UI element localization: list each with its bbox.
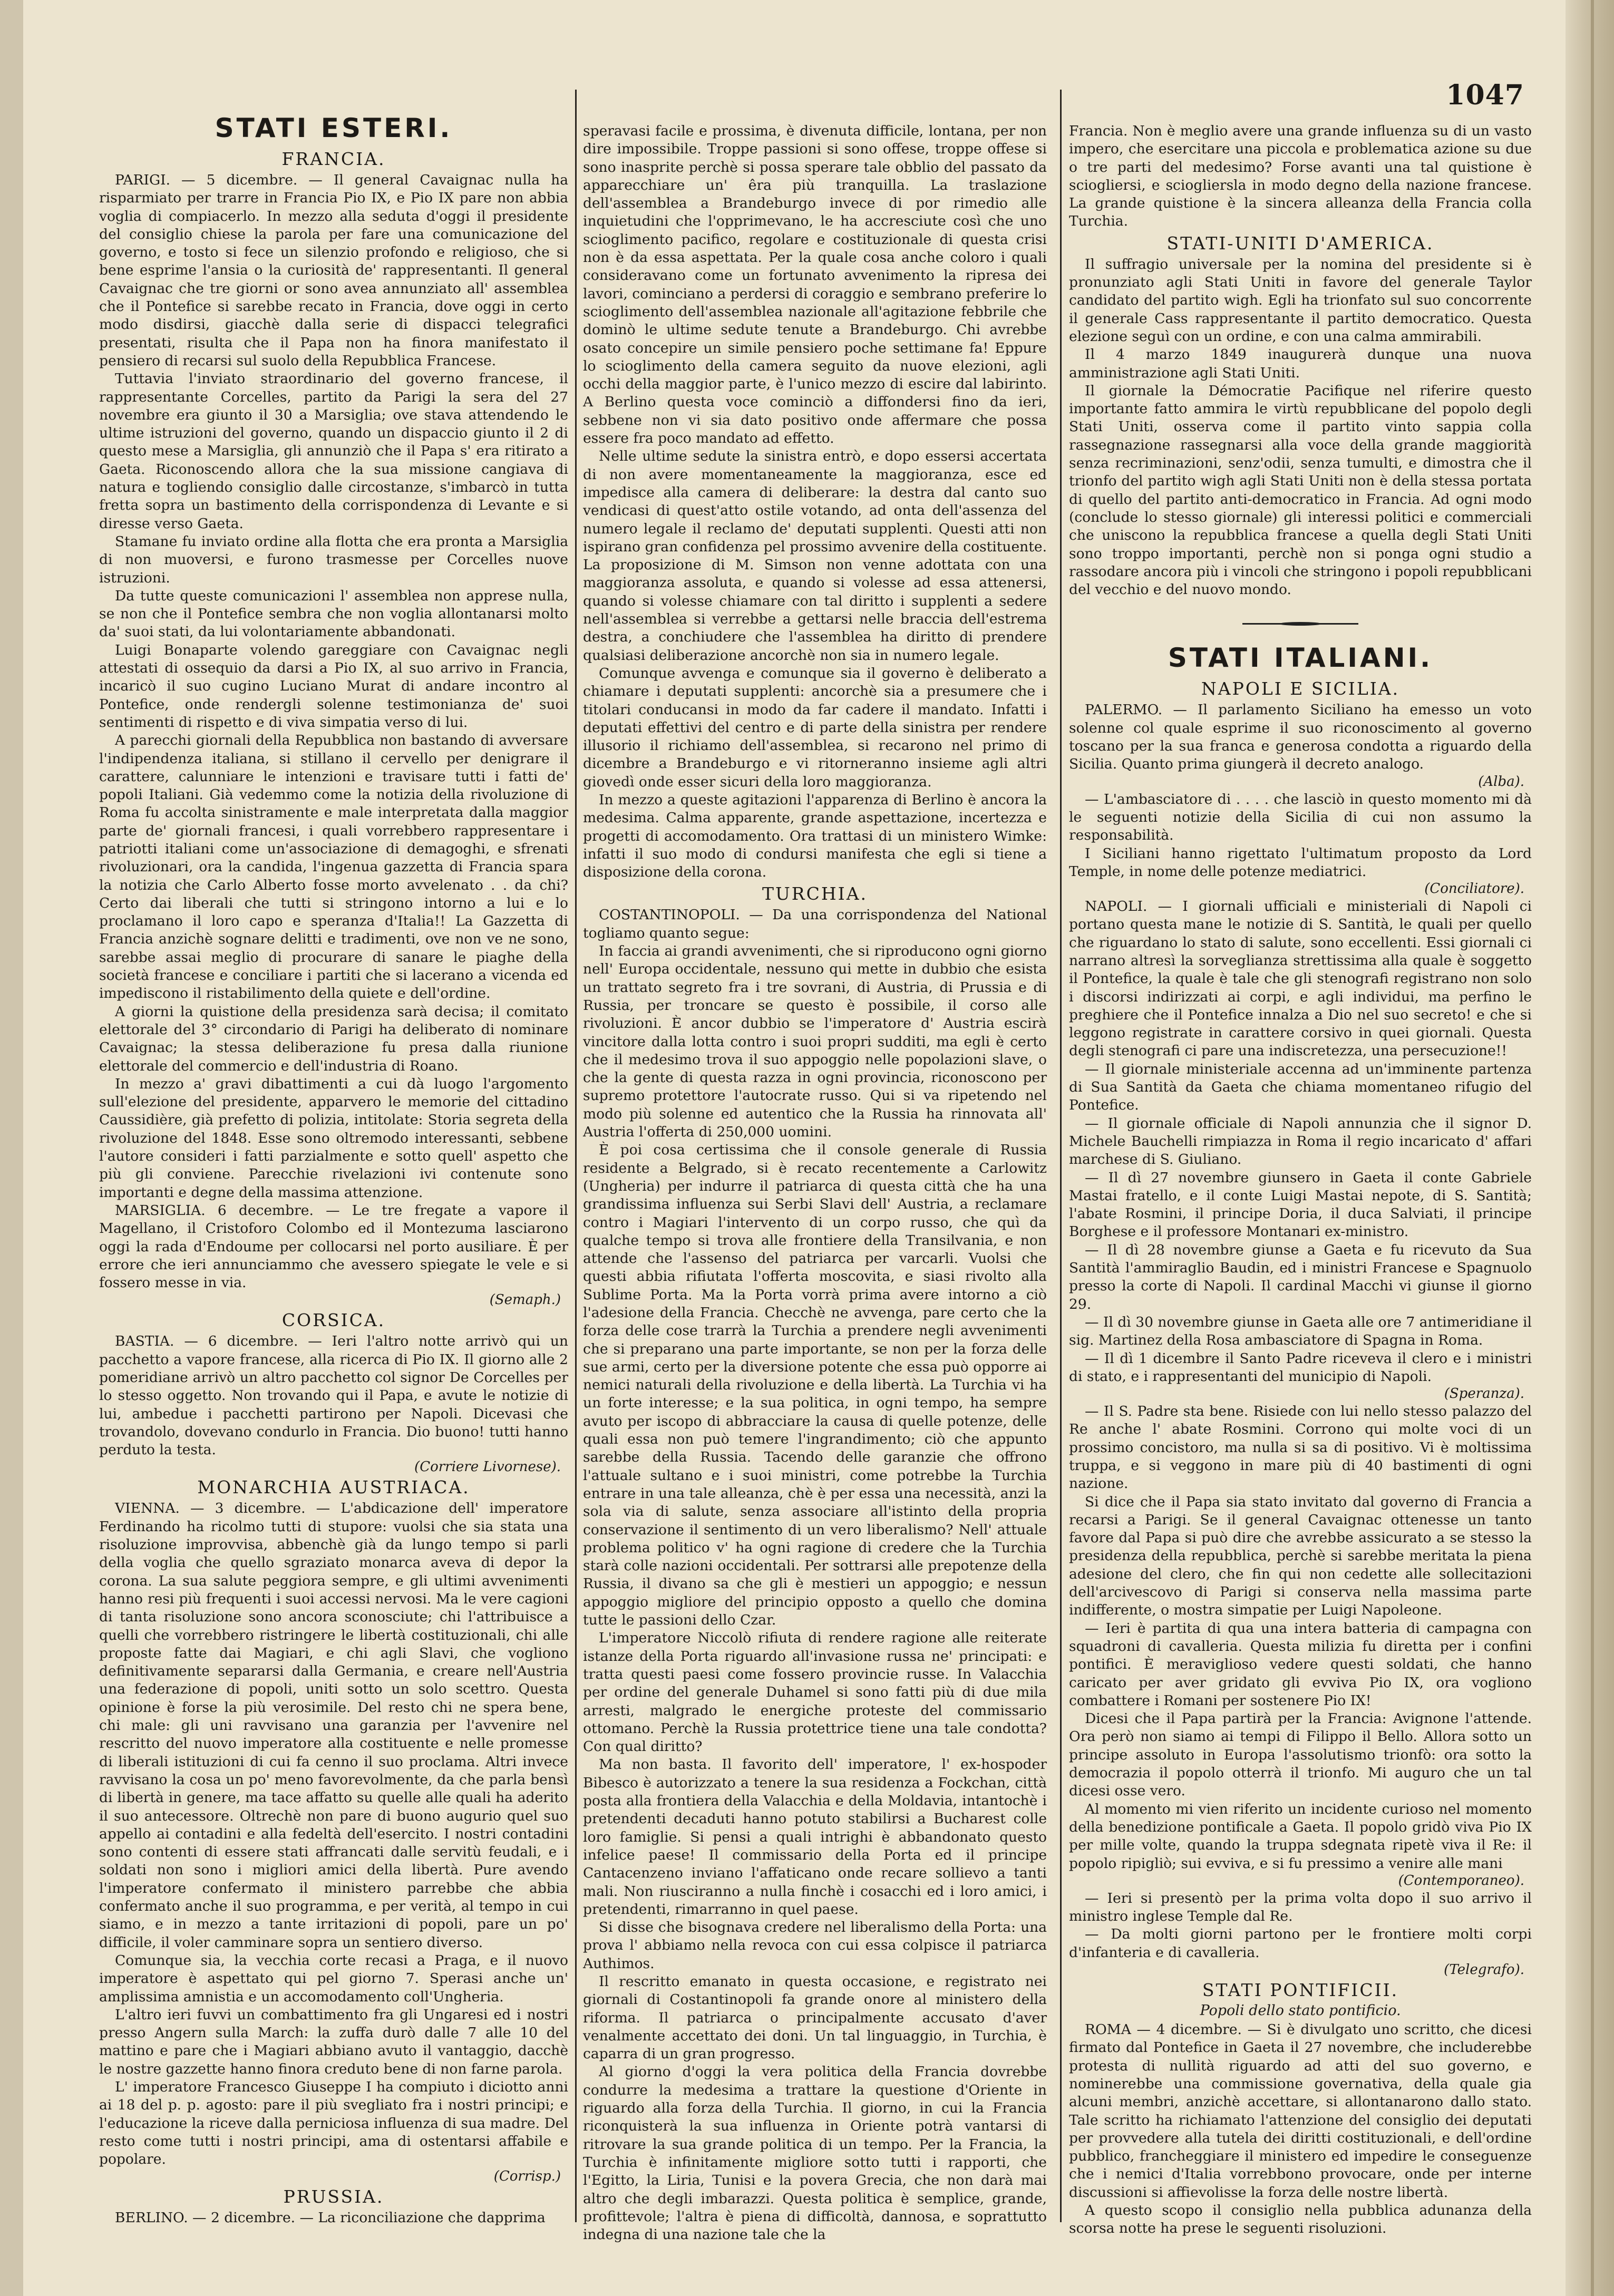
source-attribution: (Corriere Livornese). — [414, 1459, 561, 1475]
article-paragraph: Stamane fu inviato ordine alla flotta che era pronta a Marsiglia di non muoversi, e furono trasmesse per Corcelles nuove istruzioni. — [99, 533, 568, 586]
article-paragraph: BERLINO. — 2 dicembre. — La riconciliazione che dapprima — [115, 2210, 546, 2226]
section-title-stati-esteri: STATI ESTERI. — [215, 113, 453, 143]
article-paragraph: — Il giornale ministeriale accenna ad un'imminente partenza di Sua Santità da Gaeta che chiama momentaneo rifugio del Pontefice. — [1069, 1061, 1532, 1114]
article-paragraph: In faccia ai grandi avvenimenti, che si riproducono ogni giorno nell' Europa occidentale, nessuno qui mette in dubbio che esista un trattato segreto fra i tre sovrani, di Austria, di Prussia e di Russia, per troncare se questo è possibile, il corso alle rivoluzioni. È ancor dubbio se l'imperatore d' Austria escirà vincitore dalla lotta contro i suoi propri sudditi, ma egli è certo che il medesimo trova il suo appoggio nelle popolazioni slave, o che la gente di questa razza in ogni provincia, riconoscono per supremo protettore l'autocrate russo. Qui si va ripetendo nel modo più solenne ed autentico che la Russia ha rinnovata all' Austria l'offerta di 250,000 uomini. — [583, 943, 1047, 1141]
article-paragraph: ROMA — 4 dicembre. — Si è divulgato uno scritto, che dicesi firmato dal Pontefice in Gaeta il 27 novembre, che includerebbe protesta di nullità riguardo ad atti del suo governo, e nominerebbe una commissione governativa, della quale gia alcuni membri, anzichè accettare, si allontanarono dallo stato. Tale scritto ha richiamato l'attenzione del consiglio dei deputati per provvedere alla tutela dei diritti costituzionali, e dell'ordine pubblico, francheggiare il ministero ed impedire le conseguenze che i nemici d'Italia vorrebbono provocare, onde per interne discussioni si affievolisse la forza delle nostre libertà. — [1069, 2021, 1532, 2201]
article-paragraph: Ma non basta. Il favorito dell' imperatore, l' ex-hospoder Bibesco è autorizzato a tenere la sua residenza a Fockchan, città posta alla frontiera della Valacchia e della Moldavia, intantochè i pretendenti decaduti hanno potuto stabilirsi a Bucharest colle loro famiglie. Si pensi a quali intrighi è abbandonato questo infelice paese! Il commissario della Porta ed il principe Cantacenzeno inviano l'affaticano onde recare sollievo a tanti mali. Non riusciranno a nulla finchè i cosacchi ed i loro amici, i pretendenti, rimarranno in quel paese. — [583, 1756, 1047, 1918]
article-paragraph: Tuttavia l'inviato straordinario del governo francese, il rappresentante Corcelles, partito da Parigi la sera del 27 novembre era giunto il 30 a Marsiglia; ove stava attendendo le ultime istruzioni del governo, quando un dispaccio giunto il 2 di questo mese a Marsiglia, gli annunziò che il Papa s' era ritirato a Gaeta. Riconoscendo allora che la sua missione cangiava di natura e togliendo consiglio dalle circostanze, s'imbarcò in tutta fretta sopra un bastimento della corrispondenza di Levante e si diresse verso Gaeta. — [99, 371, 568, 532]
source-attribution: (Speranza). — [1444, 1386, 1524, 1402]
source-attribution: (Corrisp.) — [493, 2168, 561, 2185]
article-paragraph: A questo scopo il consiglio nella pubblica adunanza della scorsa notte ha prese le seguenti risoluzioni. — [1069, 2202, 1532, 2237]
column-rule — [1060, 90, 1062, 2222]
article-paragraph: Al momento mi vien riferito un incidente curioso nel momento della benedizione pontificale a Gaeta. Il popolo gridò viva Pio IX per mille volte, quando la truppa sdegnata ripetè viva il Re: il popolo ripigliò; sui evviva, e si fu pressimo a venire alle mani — [1069, 1801, 1532, 1872]
article-paragraph: — Il dì 30 novembre giunse in Gaeta alle ore 7 antimeridiane il sig. Martinez della Rosa ambasciatore di Spagna in Roma. — [1069, 1314, 1532, 1349]
article-paragraph: Francia. Non è meglio avere una grande influenza su di un vasto impero, che esercitare una piccola e problematica azione su due o tre parti del medesimo? Forse avanti una tal quistione è sciogliersi, e sciogliersla in modo degno della nazione francese. La grande quistione è la sincera alleanza della Francia colla Turchia. — [1069, 123, 1532, 230]
heading-corsica: CORSICA. — [281, 1310, 386, 1331]
article-paragraph: — Il S. Padre sta bene. Risiede con lui nello stesso palazzo del Re anche l' abate Rosmini. Corrono qui molte voci di un prossimo concistoro, ma nulla si sa di positivo. Vi è moltissima truppa, e si veggono in mare più di 40 bastimenti di ogni nazione. — [1069, 1403, 1532, 1492]
heading-prussia: PRUSSIA. — [283, 2186, 384, 2207]
article-paragraph: È poi cosa certissima che il console generale di Russia residente a Belgrado, si è recato recentemente a Carlowitz (Ungheria) per indurre il patriarca di questa città che ha una grandissima influenza sui Serbi Slavi dell' Austria, a reclamare contro i Magiari l'intervento di un corpo russo, che quì da qualche tempo si trova alle frontiere della Transilvania, e non attende che l'assenso del patriarca per varcarli. Vuolsi che questi abbia rifiutata l'offerta moscovita, e siasi rivolto alla Sublime Porta. Ma la Porta vorrà prima avere intorno a ciò l'adesione della Francia. Checchè ne avvenga, pare certo che la forza delle cose trarrà la Turchia a prendere negli avvenimenti che si preparano una parte importante, se non per la forza delle sue armi, certo per la diversione potente che essa può opporre ai nemici naturali della rivoluzione e della libertà. La Turchia vi ha un forte interesse; e la sua politica, in ogni tempo, ha sempre avuto per iscopo di abbracciare la causa di quelle potenze, delle quali essa non può temere l'ingrandimento; ciò che appunto sarebbe della Russia. Tacendo delle garanzie che offrono l'attuale sultano e i suoi ministri, come potrebbe la Turchia entrare in una tale alleanza, chè è per essa una necessità, anzi la sola via di salute, senza associare all'istinto della propria conservazione il sentimento di un vero liberalismo? Nell' attuale problema politico v' ha ogni ragione di credere che la Turchia starà colle nazioni occidentali. Per sottrarsi alle prepotenze della Russia, il divano sa che gli è mestieri un appoggio; e nessun appoggio migliore del principio opposto a quello che domina tutte le passioni dello Czar. — [583, 1142, 1047, 1629]
article-paragraph: In mezzo a' gravi dibattimenti a cui dà luogo l'argomento sull'elezione del presidente, apparvero le memorie del cittadino Caussidière, già prefetto di polizia, intitolate: Storia segreta della rivoluzione del 1848. Esse sono oltremodo interessanti, sebbene l'autore consideri i fatti parzialmente e sotto quell' aspetto che più gli conviene. Parecchie rivelazioni ivi contenute sono importanti e degne della massima attenzione. — [99, 1075, 568, 1201]
heading-stati-uniti: STATI-UNITI D'AMERICA. — [1166, 232, 1434, 254]
article-paragraph: PARIGI. — 5 dicembre. — Il general Cavaignac nulla ha risparmiato per trarre in Francia Pio IX, e Pio IX pare non abbia voglia di compiacerlo. In mezzo alla seduta d'oggi il presidente del consiglio chiese la parola per fare una comunicazione del governo, e tosto si fece un silenzio profondo e religioso, che si bene esprime l'ansia o la curiosità de' rappresentanti. Il general Cavaignac che tre giorni or sono avea annunziato all' assemblea che il Pontefice si sarebbe recato in Francia, dove oggi in certo modo disdirsi, giacchè dalla serie di dispacci telegrafici presentati, risulta che il Papa non ha finora manifestato il pensiero di recarsi sul suolo della Repubblica Francese. — [99, 172, 568, 369]
article-paragraph: NAPOLI. — I giornali ufficiali e ministeriali di Napoli ci portano questa mane le notizie di S. Santità, le quali per quello che riguardano lo stato di salute, sono eccellenti. Essi giornali ci narrano altresì la sorveglianza strettissima alla quale è soggetto il Pontefice, la quale è tale che gli stenografi registrano non solo i discorsi indirizzati ai corpi, e agli individui, ma perfino le preghiere che il Pontefice innalza a Dio nel suo secreto! e che si leggono registrate in carattere corsivo in quei giornali. Questa degli stenografi ci pare una indiscretezza, una persecuzione!! — [1069, 898, 1532, 1059]
column-3 — [1069, 122, 1532, 2237]
article-paragraph: — Il dì 27 novembre giunsero in Gaeta il conte Gabriele Mastai fratello, e il conte Luigi Mastai nepote, di S. Santità; l'abate Rosmini, il principe Doria, il duca Salviati, il principe Borghese e il professore Montanari ex-ministro. — [1069, 1169, 1532, 1240]
heading-stati-pontificii: STATI PONTIFICII. — [1202, 1980, 1399, 2001]
article-paragraph: Il suffragio universale per la nomina del presidente si è pronunziato agli Stati Uniti in favore del generale Taylor candidato del partito wigh. Egli ha trionfato sul suo concorrente il generale Cass rappresentante il partito democratico. Questa elezione seguì con un ordine, e con una calma ammirabili. — [1069, 256, 1532, 345]
source-attribution: (Alba). — [1478, 773, 1524, 790]
article-paragraph: speravasi facile e prossima, è divenuta difficile, lontana, per non dire impossibile. Troppe passioni si sono offese, troppe offese si sono inasprite perchè si possa sperare tale obblio del passato da apparecchiare un' êra più tranquilla. La traslazione dell'assemblea a Brandeburgo invece di por rimedio alle inquietudini che l'opprimevano, le ha accresciute così che uno scioglimento pacifico, regolare e costituzionale di questa crisi non è da essa aspettata. Per la quale cosa anche coloro i quali consideravano come un fortunato avvenimento la ripresa dei lavori, cominciano a perdersi di coraggio e sembrano preferire lo scioglimento dell'assemblea nazionale all'agitazione febbrile che dominò le ultime sedute tenute a Brandeburgo. Chi avrebbe osato concepire un simile pensiero poche settimane fa! Eppure lo scioglimento della camera seguito da nuove elezioni, agli occhi della maggior parte, è l'unico mezzo di escire dal labirinto. A Berlino questa voce cominciò a diffondersi fino da ieri, sebbene non vi sia dato positivo onde affermare che possa essere fra poco mandato ad effetto. — [583, 123, 1047, 447]
article-paragraph: BASTIA. — 6 dicembre. — Ieri l'altro notte arrivò qui un pacchetto a vapore francese, alla ricerca di Pio IX. Il giorno alle 2 pomeridiane arrivò un altro pacchetto col signor De Corcelles per lo stesso oggetto. Non trovando qui il Papa, e avute le notizie di lui, ambedue i pacchetti partirono per Napoli. Dicevasi che trovandolo, dovevano condurlo in Francia. Dio buono! tutti hanno perduto la testa. — [99, 1333, 568, 1458]
article-paragraph: PALERMO. — Il parlamento Siciliano ha emesso un voto solenne col quale esprime il suo riconoscimento al governo toscano per la sua franca e generosa condotta a riguardo della Sicilia. Quanto prima giungerà il decreto analogo. — [1069, 702, 1532, 773]
page-number: 1047 — [1446, 79, 1524, 111]
article-paragraph: — Ieri si presentò per la prima volta dopo il suo arrivo il ministro inglese Temple dal Re. — [1069, 1890, 1532, 1925]
article-paragraph: Al giorno d'oggi la vera politica della Francia dovrebbe condurre la medesima a trattare la questione d'Oriente in riguardo alla forza della Turchia. Il giorno, in cui la Francia riconquisterà la sua influenza in Oriente potrà vantarsi di ritrovare la sua grande politica di un tempo. Per la Francia, la Turchia è infinitamente migliore sotto tutti i rapporti, che l'Egitto, la Liria, Tunisi e la povera Grecia, che non darà mai altro che degli imbarazzi. Questa politica è semplice, grande, profittevole; l'altra è piena di difficoltà, dannosa, e soprattutto indegna di una nazione tale che la — [583, 2064, 1047, 2243]
article-paragraph: Il 4 marzo 1849 inaugurerà dunque una nuova amministrazione agli Stati Uniti. — [1069, 346, 1532, 381]
column-2 — [583, 122, 1047, 2243]
article-paragraph: A giorni la quistione della presidenza sarà decisa; il comitato elettorale del 3° circondario di Parigi ha deliberato di nominare Cavaignac; la stessa deliberazione fu presa dalla riunione elettorale del commercio e dell'industria di Roano. — [99, 1003, 568, 1074]
scan-margin-left — [0, 0, 23, 2296]
scan-margin-right — [1566, 0, 1614, 2296]
source-attribution: (Telegrafo). — [1444, 1962, 1524, 1978]
article-paragraph: L'imperatore Niccolò rifiuta di rendere ragione alle reiterate istanze della Porta riguardo all'invasione russa ne' principati: e tratta questi paesi come fossero provincie russe. In Valacchia per ordine del generale Duhamel si sono fatti più di due mila arresti, malgrado le energiche proteste del commissario ottomano. Perchè la Russia protettrice tiene una tale condotta? Con qual diritto? — [583, 1630, 1047, 1755]
article-paragraph: Si dice che il Papa sia stato invitato dal governo di Francia a recarsi a Parigi. Se il general Cavaignac ottenesse un tanto favore dal Papa si può dire che avrebbe assicurato a se stesso la presidenza della repubblica, perchè si sarebbe meritata la piena adesione del clero, che fin qui non cedette alle sollecitazioni dell'arcivescovo di Parigi si conserva nella massima parte indifferente, o mostra simpatie per Luigi Napoleone. — [1069, 1493, 1532, 1619]
article-paragraph: L' imperatore Francesco Giuseppe I ha compiuto i diciotto anni ai 18 del p. p. agosto: pare il più svegliato fra i nostri principi; e l'educazione la riceve dalla perniciosa influenza di sua madre. Del resto come tutti i nostri principi, ama di ostentarsi affabile e popolare. — [99, 2078, 568, 2168]
article-paragraph: — Il giornale officiale di Napoli annunzia che il signor D. Michele Bauchelli rimpiazza in Roma il regio incaricato d' affari marchese di S. Giuliano. — [1069, 1115, 1532, 1168]
article-paragraph: Luigi Bonaparte volendo gareggiare con Cavaignac negli attestati di ossequio da darsi a Pio IX, al suo arrivo in Francia, incaricò il suo cugino Luciano Murat di andare incontro al Pontefice, onde rendergli solenne testimonianza de' suoi sentimenti di rispetto e di viva simpatia verso di lui. — [99, 641, 568, 731]
source-attribution: (Conciliatore). — [1424, 881, 1524, 897]
article-paragraph: Il giornale la Démocratie Pacifique nel riferire questo importante fatto ammira le virtù repubblicane del popolo degli Stati Uniti, osserva come il partito vinto sappia colla rassegnazione rassegnarsi alla voce della grande maggiorità senza recriminazioni, senz'odii, senza tumulti, e dimostra che il trionfo del partito wigh agli Stati Uniti non è della stessa portata di quello del partito anti-democratico in Francia. Ad ogni modo (conclude lo stesso giornale) gli interessi politici e commerciali che uniscono la repubblica francese a quella degli Stati Uniti sono troppo importanti, perchè non si ponga ogni studio a rassodare ancora più i vincoli che stringono i popoli repubblicani del vecchio e del nuovo mondo. — [1069, 382, 1532, 598]
source-attribution: (Semaph.) — [489, 1292, 561, 1308]
article-paragraph: Nelle ultime sedute la sinistra entrò, e dopo essersi accertata di non avere momentaneamente la maggioranza, esce ed impedisce alla camera di deliberare: la destra dal canto suo vendicasi di quest'atto ostile votando, ad onta dell'assenza del numero legale il reclamo de' deputati supplenti. Questi atti non ispirano gran confidenza pel prossimo avvenire della costituente. La proposizione di M. Simson non venne adottata con una maggioranza assoluta, e quando si volesse ad essa attenersi, quando si volesse chiamare con tal diritto i supplenti a sedere nell'assemblea si verrebbe a gettarsi nelle braccia dell'estrema destra, a conchiudere che l'assemblea ha diritto di prendere qualsiasi deliberazione ancorchè non sia in numero legale. — [583, 448, 1047, 664]
article-paragraph: A parecchi giornali della Repubblica non bastando di avversare l'indipendenza italiana, si stillano il cervello per denigrare il carattere, calunniare le intenzioni e travisare tutti i fatti de' popoli Italiani. Già vedemmo come la notizia della rivoluzione di Roma fu accolta sinistramente e male interpretata dalla maggior parte de' giornali francesi, i quali vorrebbero rappresentare i patriotti italiani come un'associazione di demagoghi, e sfrenati rivoluzionari, ora la candida, l'ingenua gazzetta di Francia spara la notizia che Carlo Alberto fosse morto avvelenato . . da chi? Certo dai liberali che tutti si stringono intorno a lui e lo proclamano il loro capo e speranza d'Italia!! La Gazzetta di Francia anzichè sognare delitti e tradimenti, ove non ve ne sono, sarebbe assai meglio di procurare di sanare le piaghe della società francese e conciliare i partiti che si lacerano a vicenda ed impediscono il ristabilimento della quiete e dell'ordine. — [99, 732, 568, 1002]
ornamental-separator — [1242, 623, 1358, 625]
article-paragraph: Si disse che bisognava credere nel liberalismo della Porta: una prova l' abbiamo nella revoca con cui essa colpisce il patriarca Authimos. — [583, 1919, 1047, 1972]
article-paragraph: — Ieri è partita di qua una intera batteria di campagna con squadroni di cavalleria. Questa milizia fu diretta per i confini pontifici. È meraviglioso vedere questi soldati, che hanno caricato per aver gridato gli evviva Pio IX, ora vogliono combattere i Romani per sostenere Pio IX! — [1069, 1620, 1532, 1709]
column-rule — [575, 90, 577, 2222]
article-paragraph: Comunque avvenga e comunque sia il governo è deliberato a chiamare i deputati supplenti: ancorchè sia a presumere che i titolari conducansi in modo da far cadere il mandato. Infatti i deputati effettivi del centro e di parte della sinistra per rendere illusorio il richiamo dell'assemblea, si recarono nel primo di dicembre a Brandeburgo e vi ritorneranno insieme agli altri giovedì onde esser sicuri della loro maggioranza. — [583, 665, 1047, 790]
article-paragraph: — L'ambasciatore di . . . . che lasciò in questo momento mi dà le seguenti notizie della Sicilia di cui non assumo la responsabilità. — [1069, 791, 1532, 844]
article-paragraph: MARSIGLIA. 6 decembre. — Le tre fregate a vapore il Magellano, il Cristoforo Colombo ed il Montezuma lasciarono oggi la rada d'Endoume per collocarsi nel porto ausiliare. È per errore che ieri annunciammo che avessero spiegate le vele e si fossero messe in via. — [99, 1202, 568, 1291]
article-paragraph: — Il dì 1 dicembre il Santo Padre riceveva il clero e i ministri di stato, e i rappresentanti del municipio di Napoli. — [1069, 1350, 1532, 1385]
scan-edge-line — [1591, 0, 1594, 2296]
subheading: Popoli dello stato pontificio. — [1200, 2002, 1401, 2019]
heading-monarchia-austriaca: MONARCHIA AUSTRIACA. — [197, 1477, 470, 1498]
article-paragraph: L'altro ieri fuvvi un combattimento fra gli Ungaresi ed i nostri presso Angern sulla March: la zuffa durò dalle 7 alle 10 del mattino e pare che i Magiari abbiano avuto il vantaggio, dacchè le nostre gazzette hanno finora creduto bene di non farne parola. — [99, 2006, 568, 2077]
section-title-stati-italiani: STATI ITALIANI. — [1168, 643, 1433, 674]
heading-francia: FRANCIA. — [281, 149, 386, 169]
article-paragraph: In mezzo a queste agitazioni l'apparenza di Berlino è ancora la medesima. Calma apparente, grande aspettazione, incertezza e progetti di accomodamento. Ora trattasi di un ministero Wimke: infatti il suo modo di condursi manifesta che egli si tiene a disposizione della corona. — [583, 791, 1047, 881]
article-paragraph: — Da molti giorni partono per le frontiere molti corpi d'infanteria e di cavalleria. — [1069, 1926, 1532, 1961]
article-paragraph: COSTANTINOPOLI. — Da una corrispondenza del National togliamo quanto segue: — [583, 907, 1047, 941]
source-attribution: (Contemporaneo). — [1398, 1872, 1524, 1889]
article-paragraph: Comunque sia, la vecchia corte recasi a Praga, e il nuovo imperatore è aspettato qui pel giorno 7. Sperasi anche un' amplissima amnistia e un accomodamento coll'Ungheria. — [99, 1952, 568, 2005]
heading-napoli-sicilia: NAPOLI E SICILIA. — [1201, 678, 1400, 699]
article-paragraph: Il rescritto emanato in questa occasione, e registrato nei giornali di Costantinopoli fa grande onore al ministero della riforma. Il patriarca o principalmente accusato d'aver venalmente accettato dei doni. Un tal linguaggio, in Turchia, è caparra di un gran progresso. — [583, 1973, 1047, 2062]
article-paragraph: I Siciliani hanno rigettato l'ultimatum proposto da Lord Temple, in nome delle potenze mediatrici. — [1069, 845, 1532, 880]
heading-turchia: TURCHIA. — [762, 883, 868, 904]
article-paragraph: VIENNA. — 3 dicembre. — L'abdicazione dell' imperatore Ferdinando ha ricolmo tutti di stupore: vuolsi che sia stata una risoluzione improvvisa, abbenchè già da lungo tempo si parli della voglia che quello sgraziato monarca aveva di depor la corona. La sua salute peggiora sempre, e gli ultimi avvenimenti hanno resi più frequenti i suoi accessi nervosi. Ma le vere cagioni di tanta risoluzione sono ancora sconosciute; chi l'attribuisce a quelli che vorrebbero ristringere le libertà costituzionali, chi alle proposte fatte dai Magiari, e chi agli Slavi, che vogliono definitivamente separarsi dalla Germania, e creare nell'Austria una federazione di popoli, uniti sotto un solo scettro. Questa opinione è forse la più verosimile. Del resto chi ne spera bene, chi male: gli uni ravvisano una garanzia per l'avvenire nel rescritto del nuovo imperatore alla costituente e nelle promesse di liberali istituzioni di cui fa cenno il suo proclama. Altri invece ravvisano la cosa un po' meno favorevolmente, da che parla bensì di libertà in genere, ma tace affatto su quelle alle quali ha aderito il suo antecessore. Oltrechè non pare di buono augurio quel suo appello ai contadini e alla fedeltà dell'esercito. I nostri contadini sono contenti di essere stati affrancati dalle servitù feudali, e i soldati non sono i migliori amici della libertà. Pure avendo l'imperatore confermato il ministero parrebbe che abbia confermato anche il suo programma, e per verità, al tempo in cui siamo, e in mezzo a tante irritazioni di popoli, pare un po' difficile, il voler camminare sopra un sentiero diverso. — [99, 1500, 568, 1951]
column-1 — [99, 84, 568, 2233]
article-paragraph: Da tutte queste comunicazioni l' assemblea non apprese nulla, se non che il Pontefice sembra che non voglia allontanarsi molto da' suoi stati, da lui volontariamente abbandonati. — [99, 587, 568, 640]
article-paragraph: Dicesi che il Papa partirà per la Francia: Avignone l'attende. Ora però non siamo ai tempi di Filippo il Bello. Allora sotto un principe assoluto in Europa l'assolutismo trionfò: ora sotto la democrazia il popolo otterrà il trionfo. Mi auguro che un tal dicesi osse vero. — [1069, 1710, 1532, 1799]
article-paragraph: — Il dì 28 novembre giunse a Gaeta e fu ricevuto da Sua Santità l'ammiraglio Baudin, ed i ministri Francese e Spagnuolo presso la corte di Napoli. Il cardinal Macchi vi giunse il giorno 29. — [1069, 1241, 1532, 1312]
